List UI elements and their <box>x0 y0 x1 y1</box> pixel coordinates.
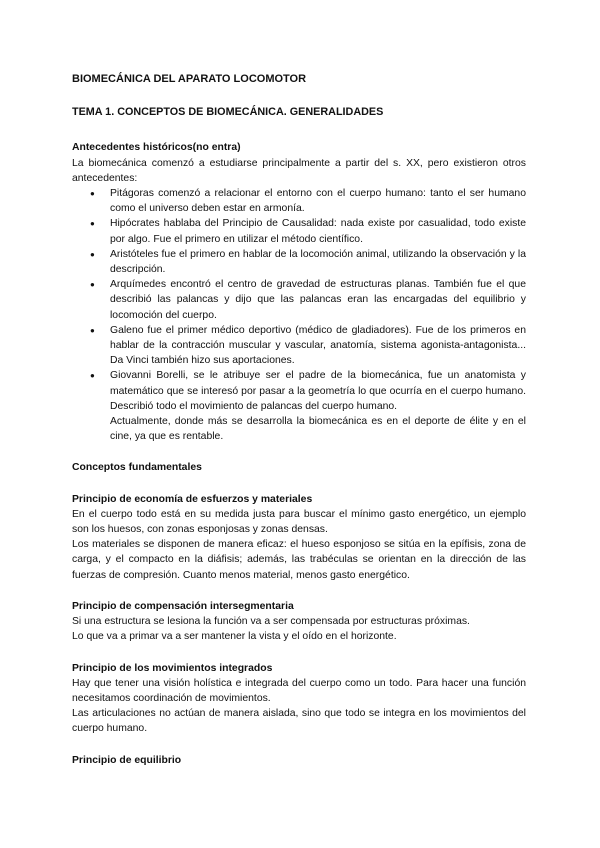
section-heading-conceptos: Conceptos fundamentales <box>72 462 202 474</box>
section-heading-antecedentes: Antecedentes históricos(no entra) <box>72 142 241 154</box>
compensacion-paragraph-1: Si una estructura se lesiona la función va a ser compensada por estructuras próximas. <box>72 616 470 628</box>
topic-heading: TEMA 1. CONCEPTOS DE BIOMECÁNICA. GENERALIDADES <box>72 106 384 119</box>
list-item: ● Aristóteles fue el primero en hablar de la locomoción animal, utilizando la observación y la descripción. <box>110 247 526 277</box>
section-heading-integrados: Principio de los movimientos integrados <box>72 662 273 674</box>
antecedentes-note: Actualmente, donde más se desarrolla la biomecánica es en el deporte de élite y en el cine, ya que es rentable. <box>110 416 526 443</box>
section-heading-economia: Principio de economía de esfuerzos y materiales <box>72 493 313 505</box>
antecedentes-intro: La biomecánica comenzó a estudiarse principalmente a partir del s. XX, pero existieron otros antecedentes: <box>72 157 526 184</box>
economia-paragraph-1: En el cuerpo todo está en su medida justa para buscar el mínimo gasto energético, un ejemplo son los huesos, con zonas esponjosas y zonas densas. <box>72 508 526 536</box>
list-item: ● Hipócrates hablaba del Principio de Causalidad: nada existe por casualidad, todo existe por algo. Fue el primero en utilizar el método científico. <box>110 216 526 246</box>
integrados-paragraph-1: Hay que tener una visión holística e integrada del cuerpo como un todo. Para hacer una función necesitamos coordinación de movimientos. <box>72 677 526 704</box>
antecedentes-list <box>72 186 526 414</box>
compensacion-paragraph-2: Lo que va a primar va a ser mantener la vista y el oído en el horizonte. <box>72 631 397 643</box>
document-page <box>72 72 526 768</box>
section-heading-equilibrio: Principio de equilibrio <box>72 754 182 766</box>
list-item: ● Galeno fue el primer médico deportivo (médico de gladiadores). Fue de los primeros en hablar de la contracción muscular y vascular, anatomía, sistema agonista-antagonista... Da Vinci también hizo sus aportaciones. <box>110 323 526 369</box>
list-item: ● Pitágoras comenzó a relacionar el entorno con el cuerpo humano: tanto el ser humano como el universo deben estar en armonía. <box>110 186 526 216</box>
document-title: BIOMECÁNICA DEL APARATO LOCOMOTOR <box>72 73 307 85</box>
economia-paragraph-2: Los materiales se disponen de manera eficaz: el hueso esponjoso se sitúa en la epífisis, zona de carga, y el compacto en la diáfisis; además, las trabéculas se orientan en la dirección de las fuerzas de compresión. Cuanto menos material, menos gasto energético. <box>72 539 526 581</box>
section-heading-compensacion: Principio de compensación intersegmentaria <box>72 600 294 612</box>
integrados-paragraph-2: Las articulaciones no actúan de manera aislada, sino que todo se integra en los movimientos del cuerpo humano. <box>72 708 526 735</box>
list-item: ● Giovanni Borelli, se le atribuye ser el padre de la biomecánica, fue un anatomista y matemático que se interesó por pasar a la geometría lo que ocurría en el cuerpo humano. Describió todo el movimiento de palancas del cuerpo humano. <box>110 368 526 414</box>
list-item: ● Arquímedes encontró el centro de gravedad de estructuras planas. También fue el que describió las palancas y dijo que las palancas eran las encargadas del equilibrio y locomoción del cuerpo. <box>110 277 526 323</box>
